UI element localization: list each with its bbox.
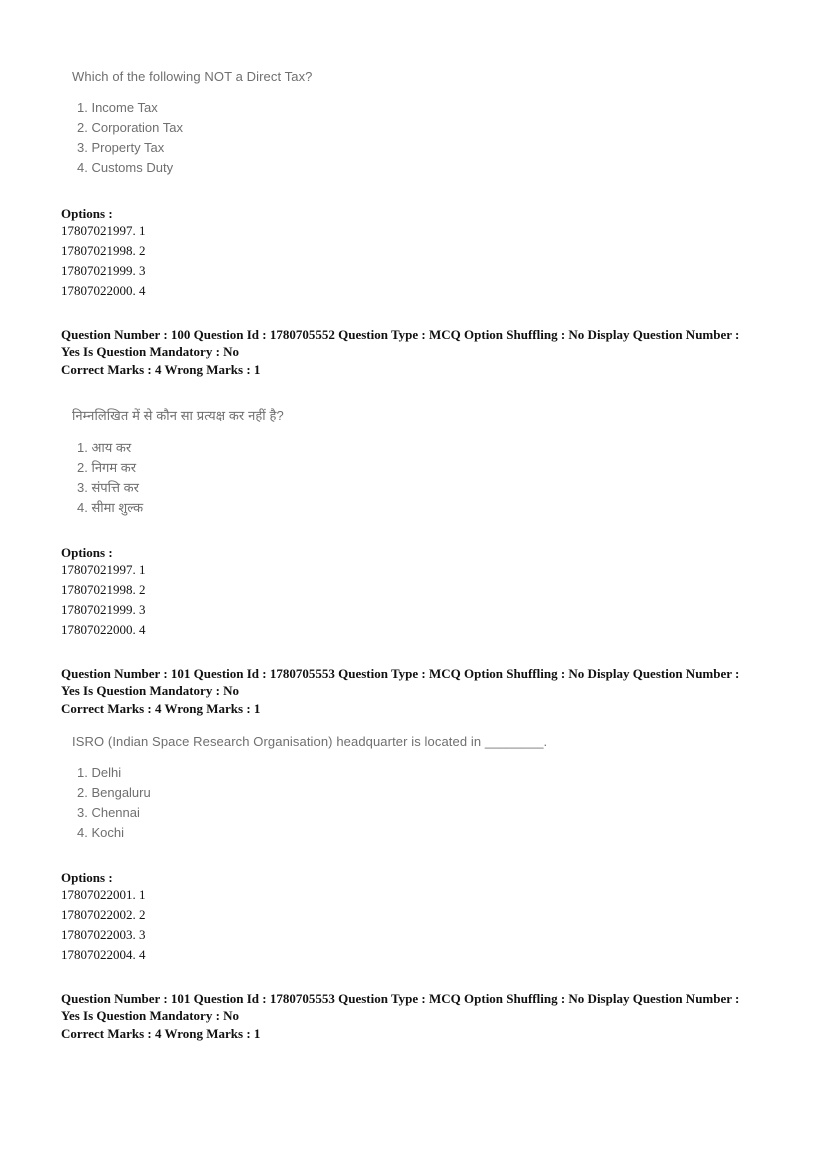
meta-line: Question Number : 101 Question Id : 1780705553 Question Type : MCQ Option Shuffling : No Display Question Number : bbox=[61, 666, 740, 681]
option-item: 17807021997. 1 bbox=[61, 223, 146, 238]
choice-item: 4. Customs Duty bbox=[77, 160, 174, 175]
question-image-2 bbox=[72, 406, 284, 518]
marks-line: Correct Marks : 4 Wrong Marks : 1 bbox=[61, 1026, 261, 1041]
options-list-2 bbox=[61, 560, 146, 640]
choice-item: 2. निगम कर bbox=[77, 460, 137, 475]
option-item: 17807021999. 3 bbox=[61, 263, 146, 278]
options-label: Options : bbox=[61, 545, 113, 560]
option-item: 17807022000. 4 bbox=[61, 622, 146, 637]
question-image-1 bbox=[72, 69, 313, 178]
options-list-3 bbox=[61, 885, 146, 965]
choice-item: 3. संपत्ति कर bbox=[77, 480, 139, 495]
choice-item: 3. Chennai bbox=[77, 805, 140, 820]
choice-item: 2. Bengaluru bbox=[77, 785, 151, 800]
meta-line: Yes Is Question Mandatory : No bbox=[61, 344, 240, 359]
question-text: निम्नलिखित में से कौन सा प्रत्यक्ष कर नहीं है? bbox=[72, 408, 284, 423]
question-meta-100 bbox=[61, 326, 781, 378]
question-meta-101-repeat bbox=[61, 990, 781, 1042]
choice-item: 1. आय कर bbox=[77, 440, 132, 455]
option-item: 17807022000. 4 bbox=[61, 283, 146, 298]
option-item: 17807022003. 3 bbox=[61, 927, 146, 942]
options-label: Options : bbox=[61, 870, 113, 885]
marks-line: Correct Marks : 4 Wrong Marks : 1 bbox=[61, 362, 261, 377]
options-list-1 bbox=[61, 221, 146, 301]
question-meta-101 bbox=[61, 665, 781, 717]
choice-item: 4. सीमा शुल्क bbox=[77, 500, 144, 515]
question-text: Which of the following NOT a Direct Tax? bbox=[72, 69, 313, 84]
meta-line: Yes Is Question Mandatory : No bbox=[61, 683, 240, 698]
choice-item: 4. Kochi bbox=[77, 825, 124, 840]
meta-line: Question Number : 100 Question Id : 1780705552 Question Type : MCQ Option Shuffling : No Display Question Number : bbox=[61, 327, 740, 342]
question-text: ISRO (Indian Space Research Organisation) headquarter is located in ________. bbox=[72, 734, 548, 749]
option-item: 17807022004. 4 bbox=[61, 947, 146, 962]
choice-item: 3. Property Tax bbox=[77, 140, 165, 155]
question-image-3 bbox=[72, 734, 547, 843]
option-item: 17807021999. 3 bbox=[61, 602, 146, 617]
choice-item: 1. Income Tax bbox=[77, 100, 158, 115]
marks-line: Correct Marks : 4 Wrong Marks : 1 bbox=[61, 701, 261, 716]
choice-item: 1. Delhi bbox=[77, 765, 122, 780]
option-item: 17807022001. 1 bbox=[61, 887, 146, 902]
option-item: 17807021997. 1 bbox=[61, 562, 146, 577]
options-label: Options : bbox=[61, 206, 113, 221]
option-item: 17807022002. 2 bbox=[61, 907, 146, 922]
choice-item: 2. Corporation Tax bbox=[77, 120, 183, 135]
option-item: 17807021998. 2 bbox=[61, 243, 146, 258]
option-item: 17807021998. 2 bbox=[61, 582, 146, 597]
meta-line: Question Number : 101 Question Id : 1780705553 Question Type : MCQ Option Shuffling : No Display Question Number : bbox=[61, 991, 740, 1006]
meta-line: Yes Is Question Mandatory : No bbox=[61, 1008, 240, 1023]
